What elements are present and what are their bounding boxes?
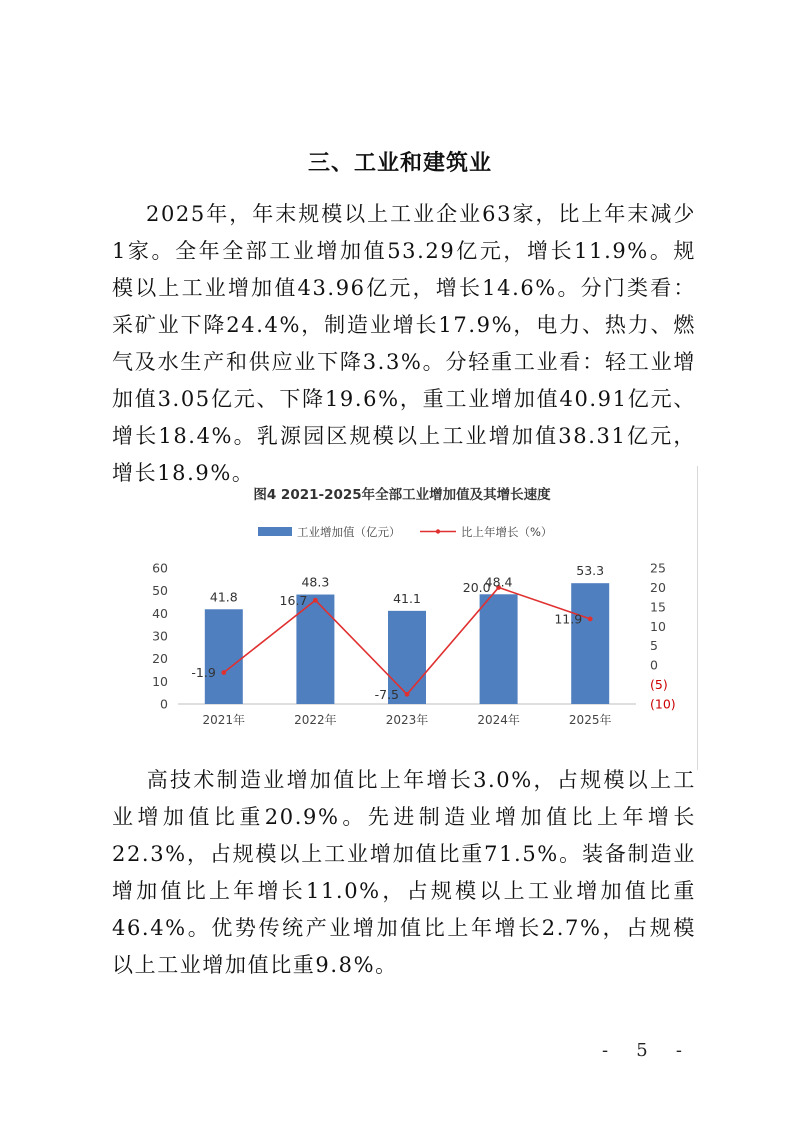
growth-point bbox=[405, 692, 410, 697]
bar bbox=[480, 594, 518, 704]
left-axis-tick-label: 40 bbox=[152, 605, 168, 621]
x-axis-tick-label: 2022年 bbox=[294, 713, 337, 727]
bar-value-label: 41.1 bbox=[393, 590, 421, 606]
legend-bar-label: 工业增加值（亿元） bbox=[297, 525, 401, 539]
right-axis-tick-label: 10 bbox=[650, 618, 666, 634]
page-number bbox=[602, 1040, 682, 1061]
paragraph-manufacturing bbox=[112, 762, 696, 984]
bar bbox=[571, 583, 609, 704]
x-axis-tick-label: 2025年 bbox=[568, 713, 612, 727]
section-heading: 三、工业和建筑业 bbox=[307, 151, 492, 176]
paragraph-text: 2025年，年末规模以上工业企业63家，比上年末减少1家。全年全部工业增加值53.29亿元，增长11.9%。规模以上工业增加值43.96亿元，增长14.6%。分门类看：采矿业下降24.4%，制造业增长17.9%，电力、热力、燃气及水生产和供应业下降3.3%。分轻重工业看：轻工业增加值3.05亿元、下降19.6%，重工业增加值40.91亿元、增长18.4%。乳源园区规模以上工业增加值38.31亿元，增长18.9%。 bbox=[112, 202, 696, 485]
left-axis-tick-label: 0 bbox=[160, 696, 168, 712]
legend-line-label: 比上年增长（%） bbox=[461, 525, 553, 539]
growth-value-label: 16.7 bbox=[279, 592, 308, 608]
left-axis-tick-label: 50 bbox=[152, 583, 168, 599]
right-axis-tick-label: 0 bbox=[650, 657, 658, 673]
right-axis-tick-label: (10) bbox=[650, 696, 676, 712]
paragraph-text: 高技术制造业增加值比上年增长3.0%，占规模以上工业增加值比重20.9%。先进制造业增加值比上年增长22.3%，占规模以上工业增加值比重71.5%。装备制造业增加值比上年增长11.0%，占规模以上工业增加值比重46.4%。优势传统产业增加值比上年增长2.7%，占规模以上工业增加值比重9.8%。 bbox=[112, 768, 696, 977]
chart-legend bbox=[258, 525, 552, 539]
left-axis-tick-label: 30 bbox=[152, 628, 168, 644]
right-axis-tick-label: 15 bbox=[650, 599, 666, 615]
page-dash-left: - bbox=[602, 1040, 609, 1061]
right-axis-tick-label: 5 bbox=[650, 638, 658, 654]
left-axis-tick-label: 10 bbox=[152, 673, 168, 689]
chart-title: 图4 2021-2025年全部工业增加值及其增长速度 bbox=[253, 487, 551, 503]
right-axis-tick-label: 20 bbox=[650, 579, 666, 595]
chart-svg bbox=[106, 466, 698, 770]
page-number-value: 5 bbox=[636, 1040, 648, 1061]
right-axis-tick-label: 25 bbox=[650, 560, 666, 576]
growth-value-label: -7.5 bbox=[374, 686, 399, 702]
x-axis-tick-label: 2023年 bbox=[385, 713, 429, 727]
growth-value-label: 20.0 bbox=[462, 579, 491, 595]
bar-value-label: 48.4 bbox=[484, 574, 513, 590]
industry-chart bbox=[106, 466, 698, 770]
paragraph-industry-summary bbox=[112, 196, 696, 492]
growth-point bbox=[588, 617, 593, 622]
bar-value-label: 48.3 bbox=[301, 574, 330, 590]
chart-border bbox=[697, 466, 698, 770]
bar bbox=[205, 609, 243, 704]
growth-point bbox=[313, 598, 318, 603]
left-axis-tick-label: 60 bbox=[152, 560, 168, 576]
growth-value-label: 11.9 bbox=[554, 611, 583, 627]
bar-value-label: 53.3 bbox=[576, 563, 605, 579]
right-axis-tick-label: (5) bbox=[650, 677, 668, 693]
x-axis-tick-label: 2021年 bbox=[202, 713, 246, 727]
legend-bar-swatch bbox=[258, 527, 292, 536]
bar-value-label: 41.8 bbox=[209, 589, 238, 605]
legend-line-marker bbox=[436, 529, 440, 533]
growth-point bbox=[221, 670, 226, 675]
growth-value-label: -1.9 bbox=[191, 665, 216, 681]
x-axis-tick-label: 2024年 bbox=[477, 713, 520, 727]
page-dash-right: - bbox=[675, 1040, 682, 1061]
left-axis-tick-label: 20 bbox=[152, 651, 168, 667]
